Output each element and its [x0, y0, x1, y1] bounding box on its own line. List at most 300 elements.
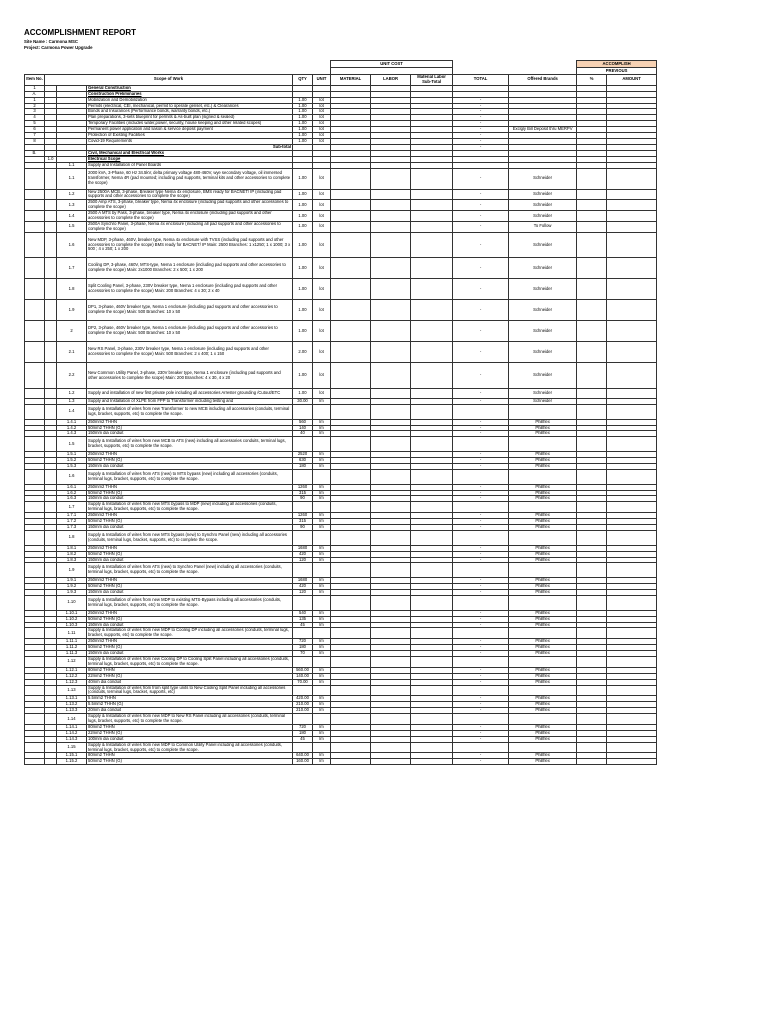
level-cell: [45, 211, 57, 222]
table-row: [25, 342, 657, 363]
table-row: [25, 759, 657, 765]
unit-cell: lot: [313, 103, 331, 109]
brand-cell: [509, 437, 577, 452]
sub-item-cell: 1.7.1: [57, 513, 87, 519]
unit-cell: lot: [313, 342, 331, 363]
brand-cell: Exclgly Bill Deposit thru MERPV: [509, 127, 577, 133]
item-no-cell: [25, 300, 45, 321]
table-row: [25, 200, 657, 211]
qty-cell: [293, 530, 313, 545]
sub-item-cell: 1.13.1: [57, 696, 87, 702]
unit-cell: lot: [313, 388, 331, 398]
qty-cell: 180: [293, 463, 313, 469]
item-no-cell: [25, 232, 45, 258]
item-no-cell: 3: [25, 109, 45, 115]
level-cell: [45, 628, 57, 639]
table-row: [25, 469, 657, 484]
unit-cell: [313, 502, 331, 513]
total-cell: -: [453, 342, 509, 363]
scope-cell: Supply and Installation of XLPE from FPP to Transformer including testing and: [87, 398, 293, 404]
unit-cell: lm: [313, 730, 331, 736]
scope-cell: 5.5mm2 THHN (G): [87, 702, 293, 708]
brand-cell: Phillflex: [509, 452, 577, 458]
qty-cell: [293, 657, 313, 668]
qty-cell: 1.00: [293, 168, 313, 189]
amount-cell: [607, 300, 657, 321]
level-cell: [45, 279, 57, 300]
sub-item-cell: 1.13.3: [57, 708, 87, 714]
item-no-cell: [25, 742, 45, 753]
item-no-cell: [25, 759, 45, 765]
total-cell: [453, 685, 509, 696]
brand-cell: Phillflex: [509, 702, 577, 708]
sub-item-cell: 1.6: [57, 469, 87, 484]
level-cell: [45, 200, 57, 211]
total-cell: -: [453, 109, 509, 115]
unit-cell: lm: [313, 679, 331, 685]
total-cell: -: [453, 724, 509, 730]
total-cell: [453, 469, 509, 484]
unit-cell: lot: [313, 232, 331, 258]
unit-cell: [313, 657, 331, 668]
qty-header: QTY: [293, 75, 313, 86]
qty-cell: 1.00: [293, 97, 313, 103]
table-row: [25, 437, 657, 452]
qty-cell: 1.00: [293, 211, 313, 222]
total-cell: -: [453, 279, 509, 300]
amount-cell: [607, 279, 657, 300]
qty-cell: 1.00: [293, 103, 313, 109]
labor-cell: [371, 469, 411, 484]
ml-subtotal-cell: [411, 742, 453, 753]
material-cell: [331, 437, 371, 452]
total-cell: -: [453, 651, 509, 657]
qty-cell: 560.00: [293, 667, 313, 673]
unit-cell: lm: [313, 708, 331, 714]
scope-cell: Supply & Installation of wires from new Transformer to new MCB including all accessories (conduits, terminal lugs, bracket, supports, etc) to complete the scope.: [87, 404, 293, 419]
sub-item-cell: 1.11.3: [57, 651, 87, 657]
level-cell: 1.0: [45, 156, 57, 162]
amount-cell: [607, 200, 657, 211]
brand-cell: Phillflex: [509, 551, 577, 557]
sub-item-cell: 1.10.2: [57, 616, 87, 622]
brand-cell: Phillflex: [509, 759, 577, 765]
total-cell: -: [453, 513, 509, 519]
level-cell: [45, 342, 57, 363]
scope-cell: Supply & Installation of wires from new MTS bypass to MDP (new) including all accessories (conduits, terminal lugs, bracket, supports, etc) to complete the scope.: [87, 502, 293, 513]
brand-cell: Schneider: [509, 342, 577, 363]
scope-cell: Mobilization and Demobilization: [87, 97, 293, 103]
percent-cell: [577, 437, 607, 452]
table-row: [25, 628, 657, 639]
material-cell: [331, 502, 371, 513]
unit-cell: lot: [313, 221, 331, 232]
scope-cell: 20mm dia conduit: [87, 708, 293, 714]
brand-cell: Schneider: [509, 211, 577, 222]
amount-cell: [607, 714, 657, 725]
ml-subtotal-cell: [411, 232, 453, 258]
material-cell: [331, 211, 371, 222]
scope-cell: Temporary Facilities (includes water,power, security, house keeping and other related scopes): [87, 121, 293, 127]
amount-cell: [607, 168, 657, 189]
total-cell: [453, 742, 509, 753]
sub-item-cell: 1.7.3: [57, 525, 87, 531]
percent-cell: [577, 321, 607, 342]
scope-cell: Supply and Installation of Panel Boards: [87, 162, 293, 168]
brand-cell: [509, 502, 577, 513]
qty-cell: 420: [293, 551, 313, 557]
unit-cell: lot: [313, 127, 331, 133]
total-cell: -: [453, 300, 509, 321]
offered-brands-header: Offered Brands: [509, 75, 577, 86]
qty-cell: 1.00: [293, 127, 313, 133]
sub-item-cell: 1.10.1: [57, 610, 87, 616]
unit-cell: lm: [313, 484, 331, 490]
unit-cell: lm: [313, 616, 331, 622]
scope-cell: 2500A Synchro Panel, 3-phase, Nema 4x enclosure (including all pad supports and other accessories to complete the scope): [87, 221, 293, 232]
total-cell: [453, 502, 509, 513]
brand-cell: Schneider: [509, 258, 577, 279]
brand-cell: Phillflex: [509, 645, 577, 651]
scope-cell: 50mm2 THHN (G): [87, 551, 293, 557]
material-cell: [331, 221, 371, 232]
percent-cell: [577, 189, 607, 200]
brand-cell: [509, 595, 577, 610]
unit-cell: [313, 685, 331, 696]
table-header: [25, 61, 657, 86]
unit-cell: [313, 437, 331, 452]
qty-cell: 630: [293, 458, 313, 464]
sub-item-cell: 1.5.1: [57, 452, 87, 458]
unit-cell: lm: [313, 696, 331, 702]
amount-cell: [607, 437, 657, 452]
item-no-cell: [25, 530, 45, 545]
total-cell: -: [453, 425, 509, 431]
scope-cell: 2500 A MTS by Pass, 3-phase, breaker type, Nema 4x enclosure (including pad supports and other accessories to complete the scope): [87, 211, 293, 222]
brand-cell: Schneider: [509, 398, 577, 404]
brand-cell: Schneider: [509, 300, 577, 321]
level-cell: [45, 221, 57, 232]
qty-cell: [293, 595, 313, 610]
sub-item-cell: 1.8.1: [57, 545, 87, 551]
sub-item-cell: 1.14: [57, 714, 87, 725]
unit-cell: [313, 595, 331, 610]
labor-cell: [371, 404, 411, 419]
brand-cell: Phillflex: [509, 525, 577, 531]
total-cell: -: [453, 557, 509, 563]
table-row: [25, 211, 657, 222]
sub-item-cell: 1.9.2: [57, 584, 87, 590]
labor-cell: [371, 657, 411, 668]
total-cell: -: [453, 458, 509, 464]
ml-subtotal-cell: [411, 657, 453, 668]
scope-cell: 150mm dia conduit: [87, 463, 293, 469]
level-cell: [45, 388, 57, 398]
percent-cell: [577, 657, 607, 668]
table-row: [25, 530, 657, 545]
unit-cell: lm: [313, 673, 331, 679]
sub-item-cell: 1.15.2: [57, 759, 87, 765]
qty-cell: 640.00: [293, 753, 313, 759]
scope-cell: 150mm dia conduit: [87, 431, 293, 437]
qty-cell: 2520: [293, 452, 313, 458]
scope-cell: New 2500A MCB, 3-phase, Breaker type Nema 4x enclosure, BMS ready for BACNET/ IP (including pad supports and other accessories to complete the scope): [87, 189, 293, 200]
brand-cell: Schneider: [509, 388, 577, 398]
unit-cell: lm: [313, 622, 331, 628]
material-cell: [331, 363, 371, 389]
percent-cell: [577, 221, 607, 232]
table-body: [25, 85, 657, 764]
qty-cell: 1.00: [293, 189, 313, 200]
total-cell: -: [453, 388, 509, 398]
qty-cell: 160.00: [293, 759, 313, 765]
qty-cell: [293, 563, 313, 578]
item-no-cell: [25, 258, 45, 279]
total-cell: -: [453, 189, 509, 200]
qty-cell: 1.00: [293, 258, 313, 279]
scope-cell: 150mm dia conduit: [87, 496, 293, 502]
total-cell: -: [453, 667, 509, 673]
unit-cell: lot: [313, 189, 331, 200]
sub-item-cell: 1.7: [57, 502, 87, 513]
unit-cell: lm: [313, 724, 331, 730]
sub-item-cell: 1.1: [57, 168, 87, 189]
accomplish-header: ACCOMPLISH: [577, 61, 657, 68]
brand-cell: Phillflex: [509, 616, 577, 622]
amount-cell: [607, 221, 657, 232]
material-cell: [331, 232, 371, 258]
brand-cell: [509, 563, 577, 578]
percent-cell: [577, 342, 607, 363]
table-row: [25, 221, 657, 232]
sub-item-cell: 1.9.1: [57, 578, 87, 584]
scope-cell: 250mm2 THHN: [87, 578, 293, 584]
scope-cell: 250mm2 THHN: [87, 419, 293, 425]
brand-cell: Phillflex: [509, 610, 577, 616]
unit-cell: lm: [313, 667, 331, 673]
item-no-cell: [25, 221, 45, 232]
table-row: [25, 657, 657, 668]
project-name: Project: Carmona Power Upgrade: [24, 45, 93, 50]
ml-subtotal-cell: [411, 502, 453, 513]
brand-cell: To Follow: [509, 221, 577, 232]
total-cell: -: [453, 590, 509, 596]
total-cell: [453, 595, 509, 610]
unit-cell: lm: [313, 736, 331, 742]
item-no-cell: A.: [25, 91, 45, 97]
percent-cell: [577, 628, 607, 639]
total-cell: [453, 404, 509, 419]
amount-cell: [607, 211, 657, 222]
unit-cell: lm: [313, 584, 331, 590]
percent-cell: [577, 258, 607, 279]
sub-item-cell: 1.1: [57, 162, 87, 168]
qty-cell: 120: [293, 590, 313, 596]
sub-item-cell: 1.8: [57, 279, 87, 300]
unit-cell: lm: [313, 557, 331, 563]
qty-cell: 420.00: [293, 696, 313, 702]
amount-cell: [607, 530, 657, 545]
sub-item-cell: 1.14.1: [57, 724, 87, 730]
sub-item-cell: 2: [57, 321, 87, 342]
brand-cell: [509, 657, 577, 668]
sub-item-cell: 1.4: [57, 211, 87, 222]
item-no-cell: [25, 211, 45, 222]
brand-cell: Phillflex: [509, 667, 577, 673]
scope-cell: Supply & Installation of wires from ATS (new) to Synchro Panel (new) including all accessories (conduits, terminal lugs, bracket, supports, etc) to complete the scope.: [87, 563, 293, 578]
qty-cell: [293, 685, 313, 696]
sub-item-cell: 1.6: [57, 232, 87, 258]
material-cell: [331, 685, 371, 696]
percent-cell: [577, 759, 607, 765]
scope-cell: 50mm2 THHN (G): [87, 519, 293, 525]
unit-cell: lm: [313, 551, 331, 557]
item-no-cell: 4: [25, 115, 45, 121]
total-cell: -: [453, 584, 509, 590]
total-cell: -: [453, 736, 509, 742]
labor-cell: [371, 759, 411, 765]
percent-cell: [577, 404, 607, 419]
sub-item-cell: 1.15.1: [57, 753, 87, 759]
level-cell: [45, 502, 57, 513]
scope-cell: DP2, 3-phase, 460V breaker type, Nema 1 enclosure (including pad supports and other accessories to complete the scope) Main: 500 Branches: 10 x 50: [87, 321, 293, 342]
sub-item-cell: 1.8.3: [57, 557, 87, 563]
qty-cell: 1.00: [293, 300, 313, 321]
brand-cell: [509, 404, 577, 419]
brand-cell: Phillflex: [509, 736, 577, 742]
ml-subtotal-cell: [411, 168, 453, 189]
unit-cell: [313, 714, 331, 725]
brand-cell: Schneider: [509, 279, 577, 300]
material-cell: [331, 404, 371, 419]
brand-cell: Schneider: [509, 189, 577, 200]
brand-cell: Schneider: [509, 321, 577, 342]
item-no-cell: [25, 321, 45, 342]
amount-cell: [607, 502, 657, 513]
labor-cell: [371, 437, 411, 452]
total-cell: -: [453, 258, 509, 279]
total-cell: -: [453, 702, 509, 708]
material-cell: [331, 168, 371, 189]
total-cell: -: [453, 232, 509, 258]
scope-cell: Supply & Installation of wires from new Cooling DP to Cooling Split Panel including all accessories (conduits, terminal lugs, bracket, supports, etc) to complete the scope.: [87, 657, 293, 668]
sub-item-cell: 1.5: [57, 221, 87, 232]
labor-cell: [371, 714, 411, 725]
qty-cell: 45: [293, 622, 313, 628]
percent-cell: [577, 502, 607, 513]
total-header: TOTAL: [453, 75, 509, 86]
ml-subtotal-cell: [411, 300, 453, 321]
qty-cell: 180: [293, 645, 313, 651]
qty-cell: 1680: [293, 578, 313, 584]
item-no-cell: [25, 363, 45, 389]
material-cell: [331, 628, 371, 639]
unit-cell: [313, 469, 331, 484]
percent-header: %: [577, 75, 607, 86]
qty-cell: 1680: [293, 545, 313, 551]
unit-cell: lm: [313, 610, 331, 616]
item-no-cell: [25, 200, 45, 211]
qty-cell: 135: [293, 616, 313, 622]
qty-cell: 70: [293, 651, 313, 657]
total-cell: -: [453, 115, 509, 121]
scope-cell: 5.5mm2 THHN: [87, 696, 293, 702]
total-cell: -: [453, 639, 509, 645]
scope-cell: 150mm dia conduit: [87, 557, 293, 563]
unit-cell: lot: [313, 200, 331, 211]
unit-cell: [313, 530, 331, 545]
material-cell: [331, 657, 371, 668]
scope-cell: Supply and installation of new first private pole including all accessories Arrester grounding /Cutout/ETC: [87, 388, 293, 398]
table-row: [25, 321, 657, 342]
brand-cell: Phillflex: [509, 708, 577, 714]
item-no-cell: [25, 657, 45, 668]
percent-cell: [577, 200, 607, 211]
percent-cell: [577, 232, 607, 258]
qty-cell: 1.00: [293, 121, 313, 127]
level-cell: [45, 759, 57, 765]
qty-cell: [293, 628, 313, 639]
scope-cell: Bonds and Insurances (Performance bonds, warranty bonds, etc.): [87, 109, 293, 115]
level-cell: [45, 321, 57, 342]
item-no-cell: [25, 685, 45, 696]
material-cell: [331, 300, 371, 321]
percent-cell: [577, 168, 607, 189]
labor-cell: [371, 388, 411, 398]
total-cell: -: [453, 545, 509, 551]
unit-cell: lm: [313, 545, 331, 551]
unit-cell: [313, 404, 331, 419]
ml-subtotal-cell: [411, 279, 453, 300]
unit-cell: lot: [313, 115, 331, 121]
labor-cell: [371, 211, 411, 222]
amount-header: AMOUNT: [607, 75, 657, 86]
level-cell: [45, 300, 57, 321]
sub-item-cell: 1.13.2: [57, 702, 87, 708]
sub-item-cell: 1.11.2: [57, 645, 87, 651]
brand-cell: Phillflex: [509, 679, 577, 685]
brand-cell: Phillflex: [509, 651, 577, 657]
labor-cell: [371, 628, 411, 639]
brand-cell: Phillflex: [509, 724, 577, 730]
sub-item-cell: 1.4.1: [57, 419, 87, 425]
qty-cell: [293, 404, 313, 419]
total-cell: [453, 563, 509, 578]
brand-cell: Schneider: [509, 232, 577, 258]
unit-cell: lm: [313, 525, 331, 531]
total-cell: -: [453, 496, 509, 502]
qty-cell: 720: [293, 724, 313, 730]
percent-cell: [577, 714, 607, 725]
table-row: [25, 258, 657, 279]
level-cell: [45, 657, 57, 668]
level-cell: [45, 168, 57, 189]
brand-cell: Phillflex: [509, 484, 577, 490]
labor-cell: [371, 742, 411, 753]
sub-item-cell: 1.2: [57, 388, 87, 398]
unit-cell: lm: [313, 425, 331, 431]
level-cell: [45, 189, 57, 200]
sub-item-cell: 1.12.1: [57, 667, 87, 673]
scope-cell: 250mm2 THHN: [87, 639, 293, 645]
brand-cell: [509, 469, 577, 484]
qty-cell: 1.00: [293, 279, 313, 300]
qty-cell: 1.00: [293, 133, 313, 139]
amount-cell: [607, 563, 657, 578]
scope-cell: Sub-total: [87, 144, 293, 150]
qty-cell: 420: [293, 584, 313, 590]
ml-subtotal-cell: [411, 211, 453, 222]
